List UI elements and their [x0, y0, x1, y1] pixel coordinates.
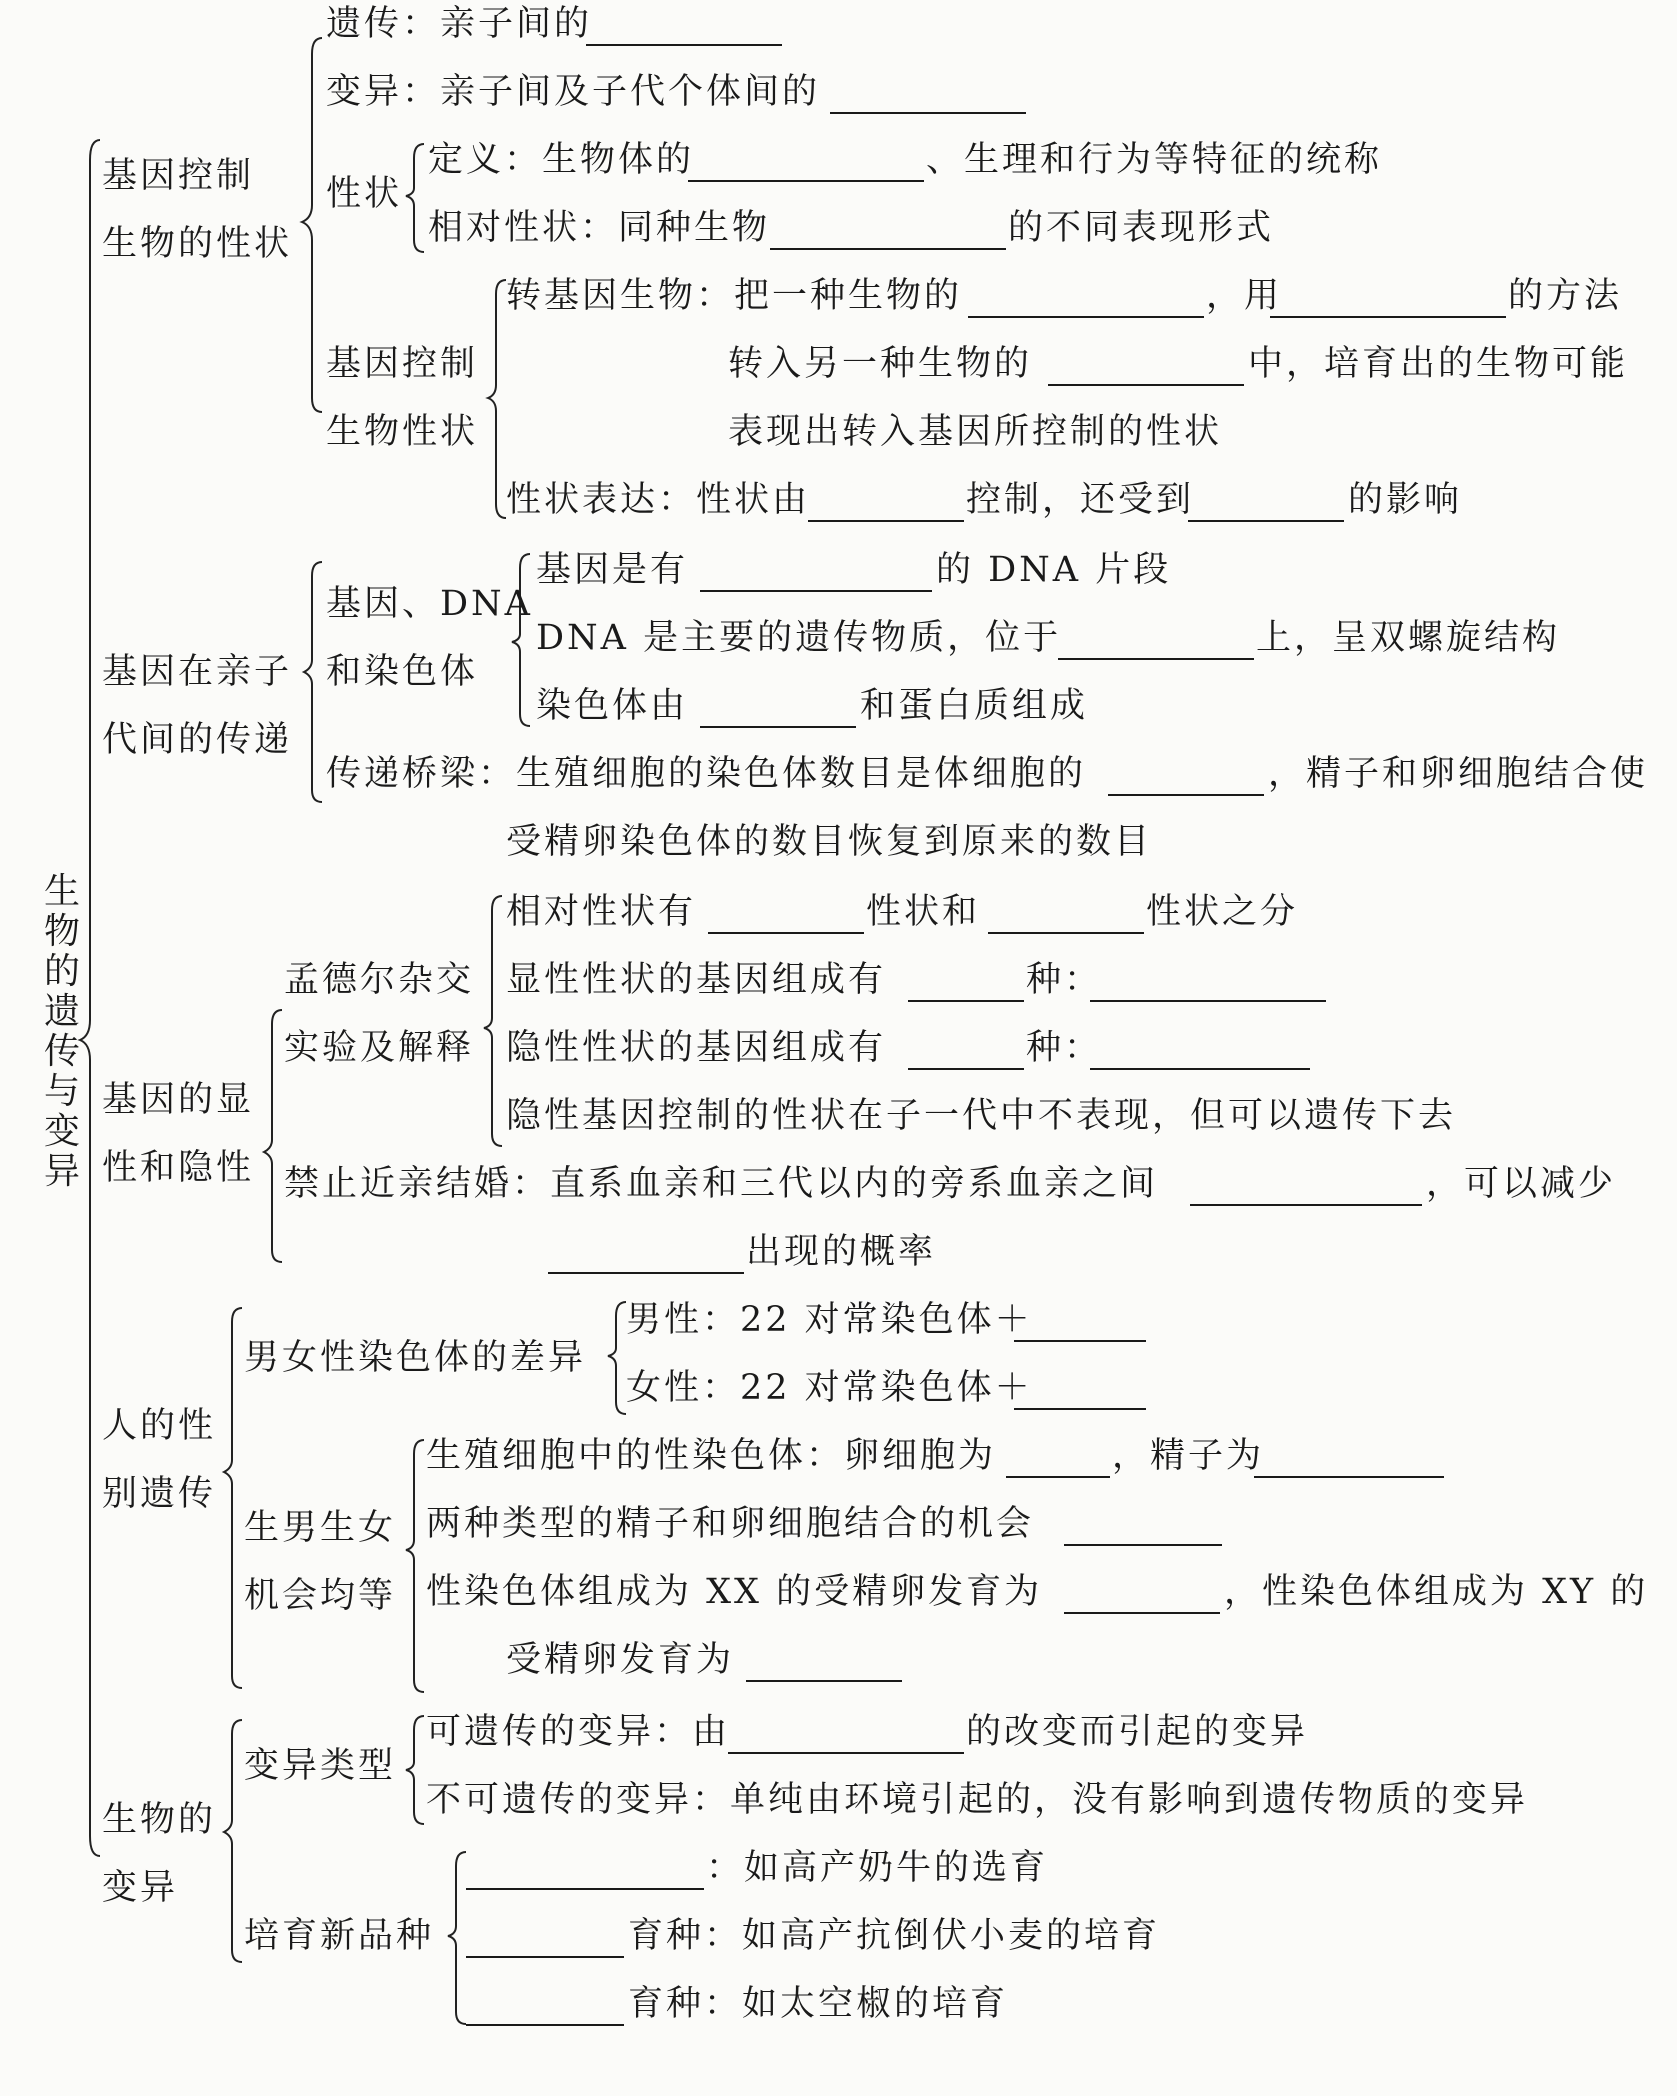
dominant-genotype-kind: 种： — [1026, 960, 1103, 1000]
gamete-chr-text: 生殖细胞中的性染色体：卵细胞为 — [426, 1436, 997, 1476]
blank-chromosome[interactable] — [700, 726, 856, 728]
chromosome-tail: 和蛋白质组成 — [860, 686, 1089, 726]
blank-variation[interactable] — [830, 112, 1026, 114]
blank-xy[interactable] — [746, 1680, 902, 1682]
gene-control-label-2: 生物性状 — [326, 412, 479, 452]
s5-title-line1: 生物的 — [102, 1800, 217, 1840]
breeding-label: 培育新品种 — [244, 1916, 435, 1956]
blank-recessive[interactable] — [988, 932, 1144, 934]
xy-line2: 受精卵发育为 — [506, 1640, 735, 1680]
chromosome-text: 染色体由 — [536, 686, 689, 726]
s5-title-line2: 变异 — [102, 1868, 179, 1908]
blank-expression-2[interactable] — [1188, 520, 1344, 522]
trait-definition-tail: 、生理和行为等特征的统称 — [926, 140, 1383, 180]
equal-chance-label-2: 机会均等 — [244, 1576, 397, 1616]
s1-title-line2: 生物的性状 — [102, 224, 293, 264]
gene-dna-label-1: 基因、DNA — [326, 584, 533, 624]
equal-chance-label-1: 生男生女 — [244, 1508, 397, 1548]
nonheritable-variation-text: 不可遗传的变异：单纯由环境引起的，没有影响到遗传物质的变异 — [426, 1780, 1529, 1820]
bracket-diff — [608, 1302, 626, 1414]
s2-title-line1: 基因在亲子 — [102, 652, 293, 692]
bracket-s3 — [264, 1010, 282, 1262]
blank-gene-def[interactable] — [700, 590, 932, 592]
dominant-genotype-text: 显性性状的基因组成有 — [506, 960, 887, 1000]
blank-xx[interactable] — [1064, 1612, 1220, 1614]
blank-transgenic-3[interactable] — [1048, 384, 1244, 386]
bracket-gc — [488, 280, 506, 518]
bracket-types — [406, 1716, 424, 1824]
root-title: 生物的遗传与变异 — [43, 871, 80, 1192]
xx-text: 性染色体组成为 XX 的受精卵发育为 — [426, 1572, 1043, 1612]
xy-text: ，性染色体组成为 XY 的 — [1224, 1572, 1649, 1612]
relative-trait-text: 相对性状：同种生物 — [428, 208, 771, 248]
breeding-cow: ：如高产奶牛的选育 — [706, 1848, 1049, 1888]
blank-disease[interactable] — [548, 1272, 744, 1274]
s3-title-line1: 基因的显 — [102, 1080, 255, 1120]
blank-breeding-3[interactable] — [466, 2024, 624, 2026]
blank-transgenic-1[interactable] — [968, 316, 1204, 318]
transgenic-line2: 转入另一种生物的 — [728, 344, 1033, 384]
relative-types-mid: 性状和 — [866, 892, 981, 932]
s1-title-line1: 基因控制 — [102, 156, 255, 196]
s4-title-line2: 别遗传 — [102, 1474, 217, 1514]
bracket-breed — [448, 1852, 466, 2024]
s2-title-line2: 代间的传递 — [102, 720, 293, 760]
blank-dna[interactable] — [1058, 658, 1254, 660]
gene-control-label-1: 基因控制 — [326, 344, 479, 384]
consanguinity-line2: 出现的概率 — [746, 1232, 937, 1272]
blank-trait-definition[interactable] — [688, 180, 924, 182]
blank-recessive-count[interactable] — [908, 1068, 1024, 1070]
blank-breeding-2[interactable] — [466, 1956, 624, 1958]
dna-tail: 上，呈双螺旋结构 — [1256, 618, 1561, 658]
variation-types-label: 变异类型 — [244, 1746, 397, 1786]
blank-dominant-genotypes[interactable] — [1090, 1000, 1326, 1002]
sex-chr-diff-label: 男女性染色体的差异 — [244, 1338, 587, 1378]
recessive-genotype-kind: 种： — [1026, 1028, 1103, 1068]
relative-types-tail: 性状之分 — [1146, 892, 1299, 932]
bridge-tail: ，精子和卵细胞结合使 — [1268, 754, 1649, 794]
heritable-variation-text: 可遗传的变异：由 — [426, 1712, 731, 1752]
blank-egg-chr[interactable] — [1006, 1476, 1110, 1478]
blank-male-chr[interactable] — [1014, 1340, 1146, 1342]
blank-consanguinity[interactable] — [1190, 1204, 1422, 1206]
transgenic-line2-tail: 中，培育出的生物可能 — [1248, 344, 1629, 384]
transgenic-line3: 表现出转入基因所控制的性状 — [728, 412, 1223, 452]
blank-dominant-count[interactable] — [908, 1000, 1024, 1002]
male-chr-text: 男性：22 对常染色体＋ — [626, 1300, 1033, 1340]
bracket-s4 — [224, 1308, 242, 1688]
bracket-s2 — [304, 562, 322, 802]
blank-sperm-chr[interactable] — [1254, 1476, 1444, 1478]
s3-title-line2: 性和隐性 — [102, 1148, 255, 1188]
relative-types-text: 相对性状有 — [506, 892, 697, 932]
bracket-mendel — [484, 896, 502, 1146]
variation-text: 变异：亲子间及子代个体间的 — [326, 72, 821, 112]
blank-chance[interactable] — [1064, 1544, 1222, 1546]
blank-expression-1[interactable] — [808, 520, 964, 522]
consanguinity-tail: ，可以减少 — [1426, 1164, 1617, 1204]
expression-mid: 控制，还受到 — [966, 480, 1195, 520]
blank-breeding-1[interactable] — [466, 1888, 704, 1890]
gene-def-text: 基因是有 — [536, 550, 689, 590]
heredity-text: 遗传：亲子间的 — [326, 4, 593, 44]
bracket-s1 — [302, 38, 322, 412]
s4-title-line1: 人的性 — [102, 1406, 217, 1446]
trait-definition-text: 定义：生物体的 — [428, 140, 695, 180]
blank-female-chr[interactable] — [1014, 1408, 1146, 1410]
breeding-wheat: 育种：如高产抗倒伏小麦的培育 — [628, 1916, 1161, 1956]
blank-relative-trait[interactable] — [770, 248, 1006, 250]
gene-def-tail: 的 DNA 片段 — [936, 550, 1172, 590]
gene-dna-label-2: 和染色体 — [326, 652, 479, 692]
bridge-line2: 受精卵染色体的数目恢复到原来的数目 — [506, 822, 1153, 862]
bracket-trait — [406, 144, 424, 252]
fertilization-chance-text: 两种类型的精子和卵细胞结合的机会 — [426, 1504, 1035, 1544]
bridge-text: 传递桥梁：生殖细胞的染色体数目是体细胞的 — [326, 754, 1087, 794]
consanguinity-text: 禁止近亲结婚：直系血亲和三代以内的旁系血亲之间 — [284, 1164, 1159, 1204]
blank-dominant[interactable] — [708, 932, 864, 934]
transgenic-text: 转基因生物：把一种生物的 — [506, 276, 963, 316]
trait-label: 性状 — [326, 174, 403, 214]
blank-bridge[interactable] — [1108, 794, 1264, 796]
breeding-pepper: 育种：如太空椒的培育 — [628, 1984, 1009, 2024]
expression-tail: 的影响 — [1348, 480, 1463, 520]
relative-trait-tail: 的不同表现形式 — [1008, 208, 1275, 248]
transgenic-use: ，用 — [1206, 276, 1283, 316]
mendel-label-1: 孟德尔杂交 — [284, 960, 475, 1000]
blank-heredity[interactable] — [586, 44, 782, 46]
bracket-eq — [406, 1440, 424, 1692]
gamete-chr-sperm: ，精子为 — [1112, 1436, 1265, 1476]
female-chr-text: 女性：22 对常染色体＋ — [626, 1368, 1033, 1408]
expression-text: 性状表达：性状由 — [506, 480, 811, 520]
transgenic-method: 的方法 — [1508, 276, 1623, 316]
blank-heritable[interactable] — [728, 1752, 964, 1754]
recessive-inherit-text: 隐性基因控制的性状在子一代中不表现，但可以遗传下去 — [506, 1096, 1457, 1136]
dna-text: DNA 是主要的遗传物质，位于 — [536, 618, 1062, 658]
recessive-genotype-text: 隐性性状的基因组成有 — [506, 1028, 887, 1068]
blank-recessive-genotype[interactable] — [1090, 1068, 1310, 1070]
blank-transgenic-2[interactable] — [1270, 316, 1506, 318]
bracket-s5 — [224, 1720, 242, 1962]
mendel-label-2: 实验及解释 — [284, 1028, 475, 1068]
heritable-variation-tail: 的改变而引起的变异 — [966, 1712, 1309, 1752]
